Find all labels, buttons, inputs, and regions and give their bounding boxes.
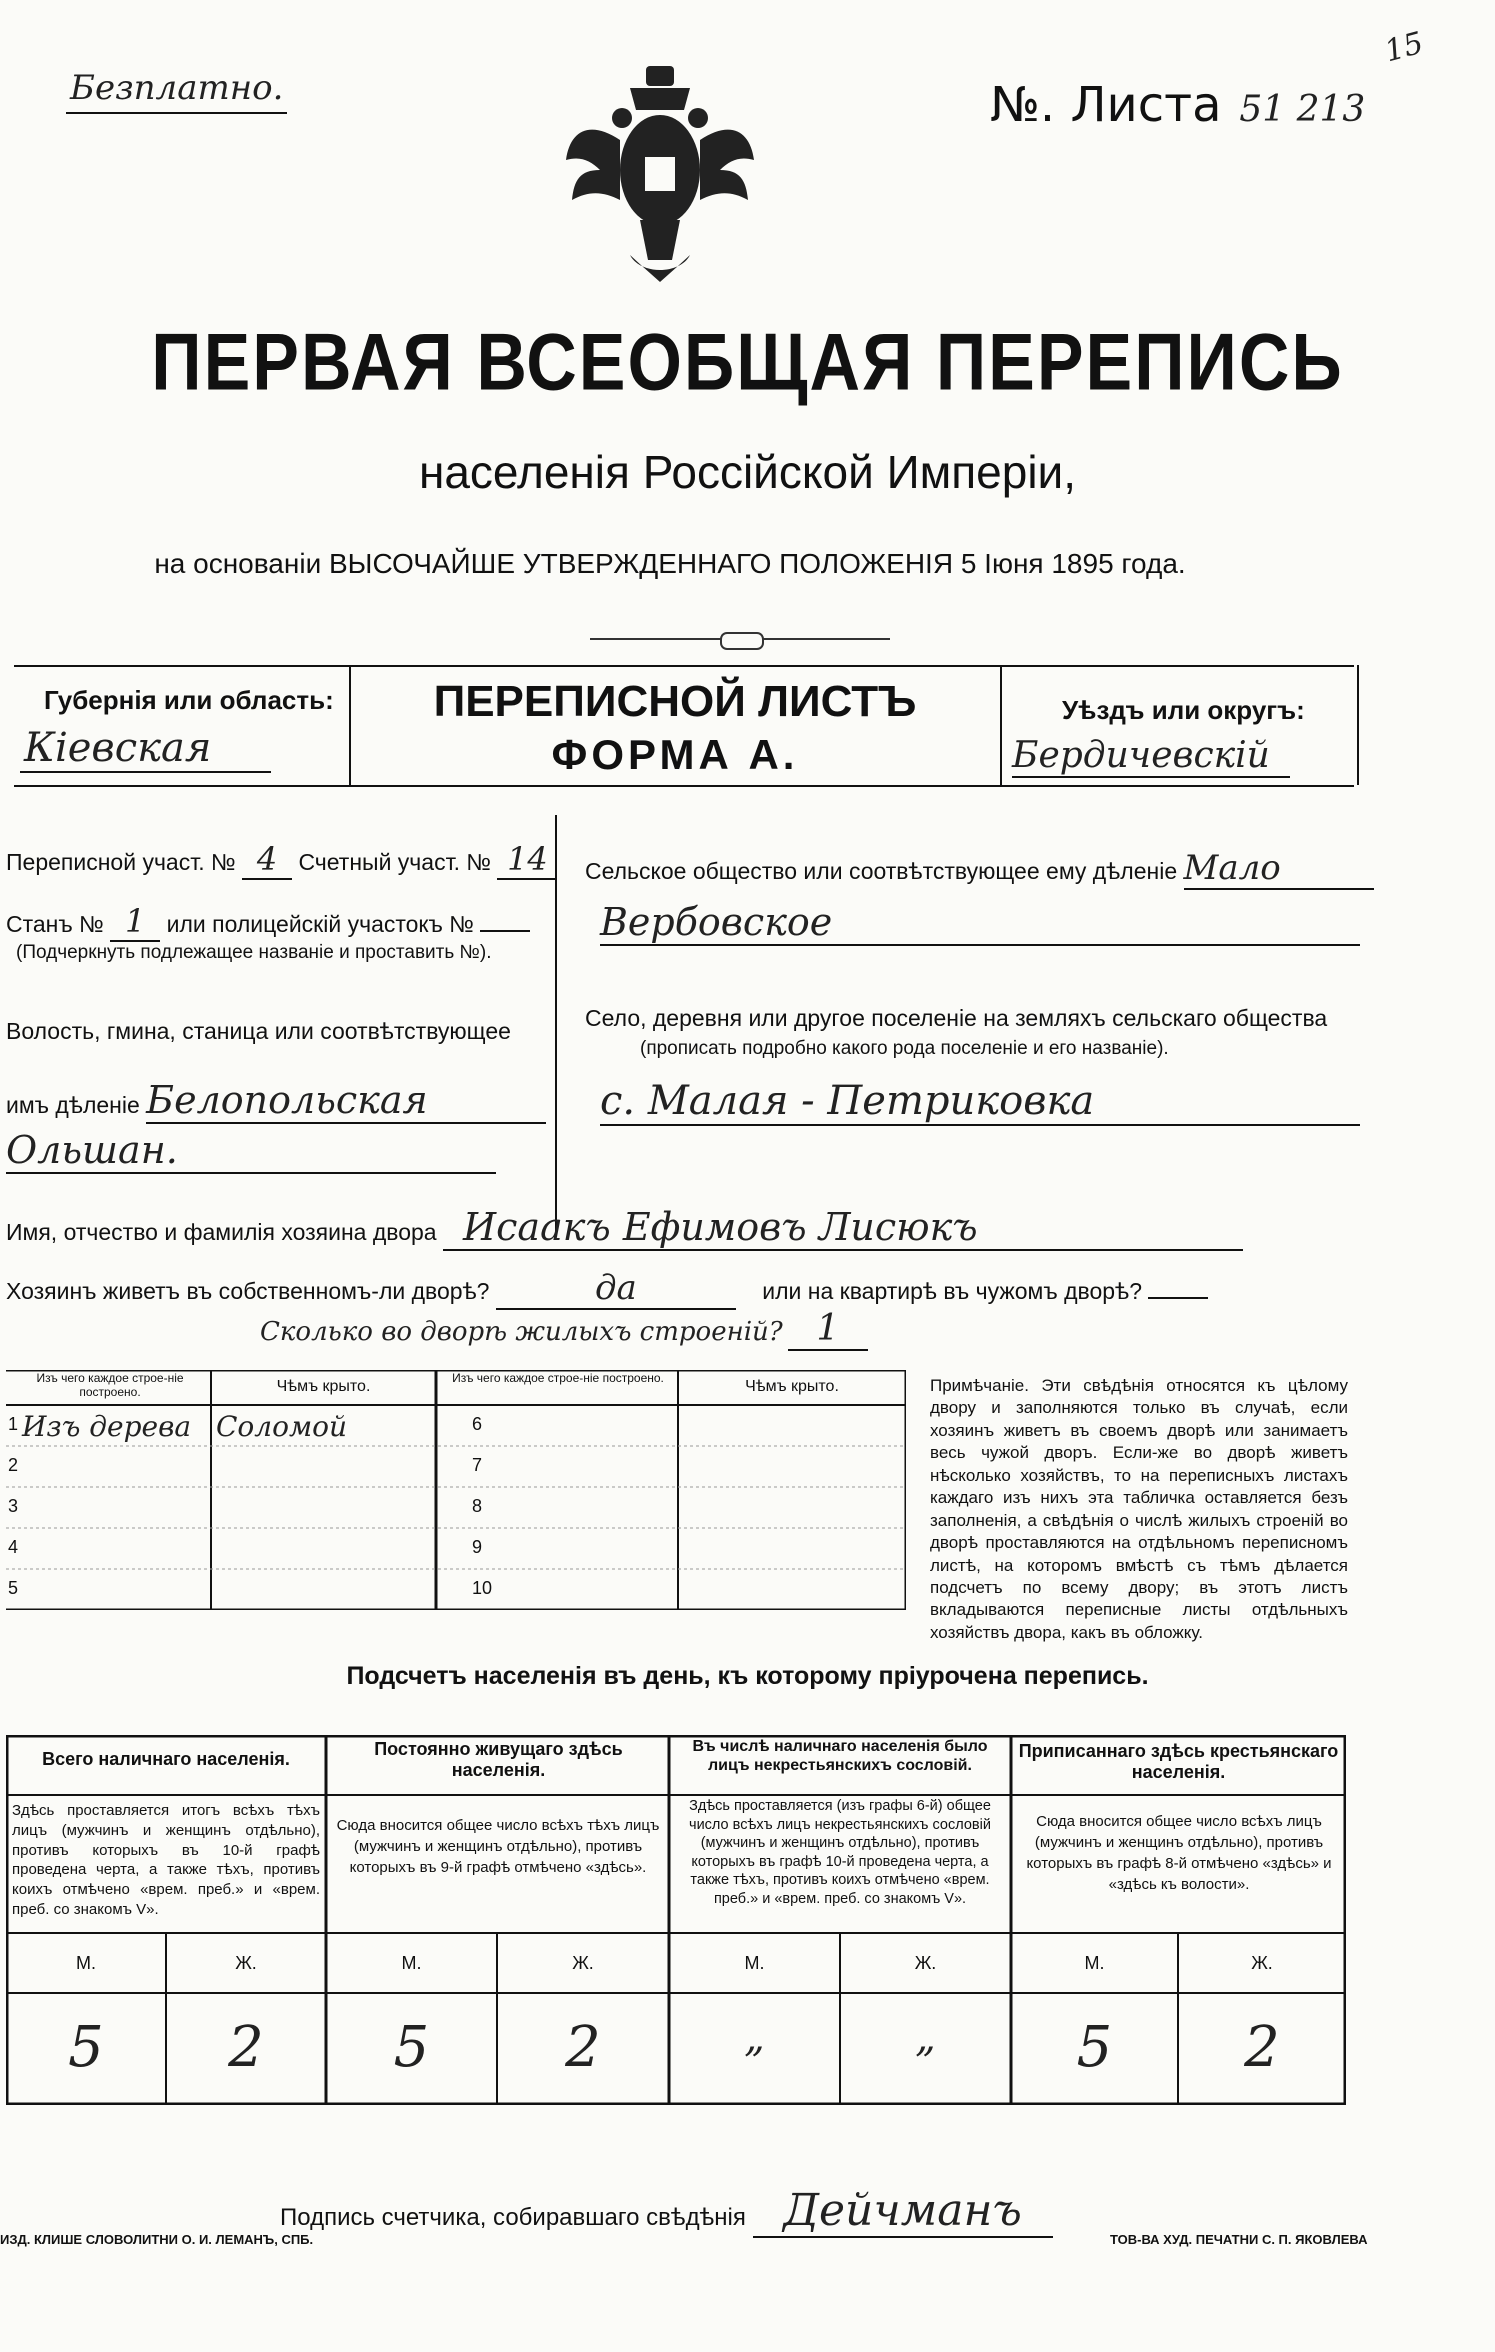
society-label: Сельское общество или соотвѣтствующее ему дѣленіе	[585, 858, 1178, 884]
count-col-desc: Сюда вносится общее число всѣхъ лицъ (мужчинъ и женщинъ отдѣльно), противъ которыхъ въ графѣ 8-й отмѣчено «здѣсь» и «здѣсь къ волости».	[1026, 1813, 1332, 1893]
female-count-value: 2	[565, 2015, 601, 2080]
f-label: Ж.	[572, 1953, 594, 1973]
col-material-header-2: Изъ чего каждое строе-ніе построено.	[452, 1371, 664, 1385]
village-note: (прописать подробно какого рода поселеніе и его названіе).	[640, 1038, 1169, 1059]
owner-name-value: Исаакъ Ефимовъ Лисюкъ	[443, 1205, 1243, 1251]
male-count-value: „	[744, 2015, 765, 2061]
village-value: с. Малая - Петриковка	[600, 1078, 1360, 1126]
m-label: М.	[744, 1953, 765, 1973]
male-count-value: 5	[393, 2015, 430, 2080]
printer-left: ИЗД. КЛИШЕ СЛОВОЛИТНИ О. И. ЛЕМАНЪ, СПБ.	[0, 2232, 314, 2247]
col-material-header: Изъ чего каждое строе-ніе построено.	[36, 1371, 184, 1399]
count-plot-value: 14	[497, 840, 557, 880]
row-number: 10	[472, 1578, 493, 1598]
material-value: Изъ дерева	[22, 1410, 192, 1443]
m-label: М.	[76, 1953, 96, 1973]
form-title-box	[350, 665, 1000, 785]
roof-value: Соломой	[216, 1410, 348, 1443]
count-table	[6, 1735, 1346, 2105]
female-count-value: 2	[1244, 2015, 1280, 2080]
volost-row	[6, 1078, 546, 1124]
count-col-title: Постоянно живущаго здѣсь населенія.	[374, 1739, 623, 1780]
society-row	[585, 848, 1374, 890]
society-value: Мало	[1184, 848, 1374, 890]
buildings-note: Примѣчаніе. Эти свѣдѣнія относятся къ цѣлому двору и заполняются только въ случаѣ, если хозяинъ живетъ въ своемъ дворѣ или занимаетъ весь чужой дворъ. Если-же во дворѣ живетъ нѣсколько хозяйствъ, то на переписныхъ листахъ каждаго изъ нихъ эта табличка оставляется безъ заполненія, а свѣдѣнія о числѣ жилыхъ строеній во дворѣ проставляются на отдѣльномъ переписномъ листѣ, на которомъ вмѣстѣ съ тѣмъ дѣлается подсчетъ по всему двору; въ этотъ листъ вкладываются переписные листы отдѣльныхъ хозяйствъ двора, какъ въ обложку.	[930, 1376, 1348, 1642]
volost-label: Волость, гмина, станица или соотвѣтствующее	[6, 1018, 511, 1044]
form-title: ПЕРЕПИСНОЙ ЛИСТЪ	[433, 677, 917, 726]
own-yard-value: да	[496, 1268, 736, 1310]
census-plot-value: 4	[242, 840, 292, 880]
female-count-value: 2	[228, 2015, 264, 2080]
free-label: Безплатно.	[66, 68, 287, 114]
row-number: 6	[472, 1414, 483, 1434]
count-plot-label: Счетный участ. №	[298, 849, 492, 875]
stan-row	[6, 902, 530, 942]
sheet-number-label: №. Листа	[990, 77, 1222, 133]
corner-mark: 15	[1381, 25, 1428, 70]
page-title: ПЕРВАЯ ВСЕОБЩАЯ ПЕРЕПИСЬ	[151, 317, 1344, 407]
row-number: 2	[8, 1455, 19, 1475]
signature-value: Дейчманъ	[753, 2185, 1053, 2238]
society-value-2: Вербовское	[600, 900, 1360, 946]
form-header-bottom-rule	[14, 785, 1354, 787]
buildings-table-grid	[6, 1370, 906, 1610]
row-number: 3	[8, 1496, 19, 1516]
buildings-label: Сколько во дворѣ жилыхъ строеній?	[260, 1317, 783, 1347]
police-label: или полицейскій участокъ №	[166, 911, 474, 937]
owner-name-label: Имя, отчество и фамилія хозяина двора	[6, 1219, 437, 1245]
count-col-desc: Сюда вносится общее число всѣхъ тѣхъ лицъ (мужчинъ и женщинъ отдѣльно), противъ которыхъ въ 9-й графѣ отмѣчено «здѣсь».	[336, 1817, 660, 1876]
ornament-divider	[590, 632, 890, 646]
buildings-value: 1	[788, 1308, 868, 1351]
owner-name-row	[6, 1205, 1243, 1251]
uezd-value: Бердичевскій	[1012, 735, 1290, 778]
row-number: 9	[472, 1537, 483, 1557]
census-plot-label: Переписной участ. №	[6, 849, 236, 875]
f-label: Ж.	[914, 1953, 937, 1973]
underline-note: (Подчеркнуть подлежащее названіе и проставить №).	[16, 942, 492, 963]
row-number: 5	[8, 1578, 19, 1598]
coat-of-arms-emblem	[560, 60, 760, 290]
village-label: Село, деревня или другое поселеніе на земляхъ сельскаго общества	[585, 1005, 1328, 1031]
own-yard-row	[6, 1268, 1208, 1310]
printer-right: ТОВ-ВА ХУД. ПЕЧАТНИ С. П. ЯКОВЛЕВА	[1110, 2232, 1368, 2247]
gubernia-label: Губернія или область:	[44, 685, 334, 715]
signature-row	[280, 2185, 1053, 2238]
signature-label: Подпись счетчика, собиравшаго свѣдѣнія	[280, 2204, 746, 2231]
volost-label-2: имъ дѣленіе	[6, 1092, 140, 1118]
m-label: М.	[1084, 1953, 1105, 1973]
gubernia-box	[14, 665, 351, 785]
rent-label: или на квартирѣ въ чужомъ дворѣ?	[762, 1278, 1142, 1304]
count-col-title: Въ числѣ наличнаго населенія было лицъ некрестьянскихъ сословій.	[692, 1738, 988, 1775]
female-count-value: „	[915, 2015, 936, 2061]
sheet-number-value: 51 213	[1239, 89, 1366, 130]
f-label: Ж.	[1251, 1953, 1273, 1973]
own-yard-label: Хозяинъ живетъ въ собственномъ-ли дворѣ?	[6, 1278, 490, 1304]
count-col-desc: Здѣсь проставляется итогъ всѣхъ тѣхъ лицъ (мужчинъ и женщинъ отдѣльно), противъ которыхъ въ 10-й графѣ проведена черта, а также тѣхъ, противъ коихъ отмѣчено «врем. преб.» и «врем. преб. со знакомъ V».	[12, 1802, 320, 1918]
male-count-value: 5	[68, 2015, 104, 2080]
count-col-title: Всего наличнаго населенія.	[42, 1749, 290, 1769]
row-number: 1	[8, 1414, 19, 1434]
count-heading: Подсчетъ населенія въ день, къ которому пріурочена перепись.	[346, 1662, 1149, 1690]
col-roof-header-2: Чѣмъ крыто.	[745, 1378, 839, 1395]
m-label: М.	[401, 1953, 422, 1973]
stan-label: Станъ №	[6, 911, 104, 937]
uezd-box	[1000, 665, 1359, 785]
row-number: 7	[472, 1455, 483, 1475]
census-plot-row	[6, 840, 557, 880]
male-count-value: 5	[1076, 2015, 1113, 2080]
uezd-label: Уѣздъ или округъ:	[1062, 695, 1305, 725]
volost-value: Белопольская	[146, 1078, 546, 1124]
count-col-desc: Здѣсь проставляется (изъ графы 6-й) общее число всѣхъ лицъ некрестьянскихъ сословій (мужчинъ и женщинъ отдѣльно), противъ которыхъ въ графѣ 10-й проведена черта, а также тѣхъ, противъ коихъ отмѣчено «врем. преб.» и «врем. преб. со знакомъ V».	[689, 1798, 991, 1907]
f-label: Ж.	[235, 1953, 257, 1973]
form-subtitle: ФОРМА А.	[551, 731, 799, 778]
col-roof-header: Чѣмъ крыто.	[276, 1378, 371, 1395]
page-subtitle: населенія Россійской Имперіи,	[418, 446, 1077, 498]
stan-value: 1	[110, 902, 160, 942]
row-number: 4	[8, 1537, 19, 1557]
buildings-row	[260, 1308, 868, 1351]
basis-line: на основаніи ВЫСОЧАЙШЕ УТВЕРЖДЕННАГО ПОЛОЖЕНІЯ 5 Іюня 1895 года.	[154, 548, 1186, 579]
gubernia-value: Кіевская	[20, 725, 271, 773]
count-col-title: Приписаннаго здѣсь крестьянскаго населенія.	[1018, 1741, 1339, 1782]
volost-value-2: Ольшан.	[6, 1128, 496, 1174]
sheet-number	[990, 70, 1365, 135]
row-number: 8	[472, 1496, 483, 1516]
buildings-table	[6, 1370, 906, 1610]
